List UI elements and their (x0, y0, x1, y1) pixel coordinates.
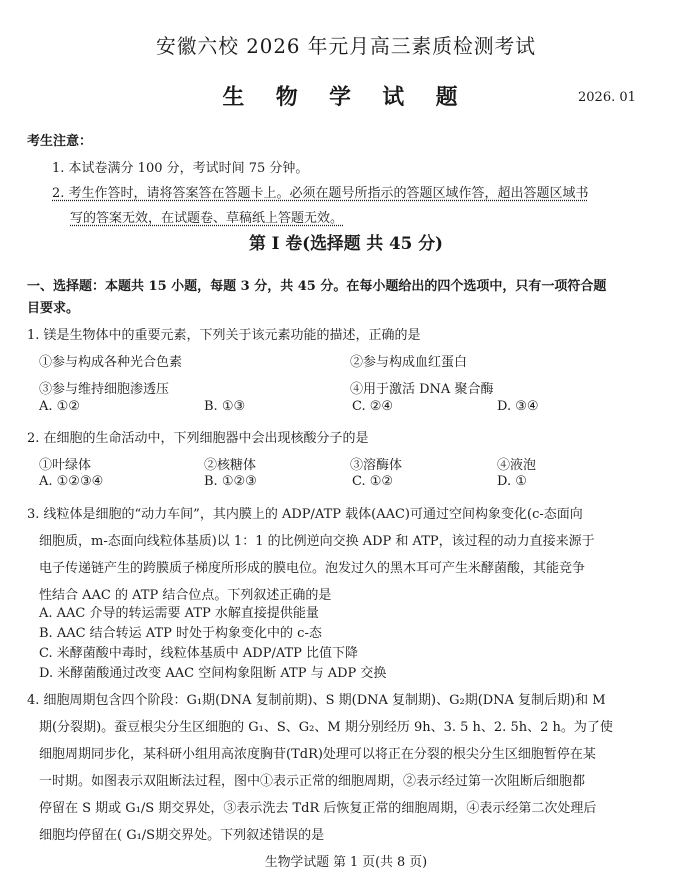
question-2-item-4: ④液泡 (497, 458, 537, 473)
question-4-stem-line-6: 细胞均停留在( G₁/S期交界处。下列叙述错误的是 (39, 828, 325, 843)
question-2-item-2: ②核糖体 (204, 458, 257, 473)
question-1-option-b: B. ①③ (204, 399, 246, 414)
question-2-option-b: B. ①②③ (204, 474, 257, 489)
question-1-option-a: A. ①② (39, 399, 80, 414)
exam-date: 2026. 01 (578, 90, 636, 105)
question-4-stem-line-5: 停留在 S 期或 G₁/S 期交界处，③表示洗去 TdR 后恢复正常的细胞周期，④表示经第二次处理后 (39, 801, 597, 816)
question-4-stem-line-3: 细胞周期同步化，某科研小组用高浓度胸苷(TdR)处理可以将正在分裂的根尖分生区细胞暂停在某 (39, 747, 596, 762)
question-1-item-3: ③参与维持细胞渗透压 (39, 382, 170, 397)
exam-title: 安徽六校 2026 年元月高三素质检测考试 (155, 35, 537, 58)
notice-item-1: 1. 本试卷满分 100 分，考试时间 75 分钟。 (52, 161, 309, 176)
question-2-item-3: ③溶酶体 (350, 458, 403, 473)
section-instruction-line-1: 一、选择题：本题共 15 小题，每题 3 分，共 45 分。在每小题给出的四个选项中，只有一项符合题 (27, 279, 607, 294)
question-3-stem-line-4: 性结合 AAC 的 ATP 结合位点。下列叙述正确的是 (39, 588, 332, 603)
subject-title: 生 物 学 试 题 (222, 85, 470, 110)
question-2-option-c: C. ①② (352, 474, 394, 489)
question-4-stem-line-1: 4. 细胞周期包含四个阶段：G₁期(DNA 复制前期)、S 期(DNA 复制期)、G₂期(DNA 复制后期)和 M (27, 693, 606, 708)
question-4-stem-line-2: 期(分裂期)。蚕豆根尖分生区细胞的 G₁、S、G₂、M 期分别经历 9h、3. 5 h、2. 5h、2 h。为了使 (39, 720, 613, 735)
question-1-option-d: D. ③④ (497, 399, 539, 414)
question-3-option-b: B. AAC 结合转运 ATP 时处于构象变化中的 c-态 (39, 626, 322, 641)
question-3-option-c: C. 米酵菌酸中毒时，线粒体基质中 ADP/ATP 比值下降 (39, 646, 359, 661)
notice-item-2-continued: 写的答案无效，在试题卷、草稿纸上答题无效。 (70, 211, 344, 226)
section-instruction-line-2: 目要求。 (27, 301, 80, 316)
question-1-stem: 1. 镁是生物体中的重要元素，下列关于该元素功能的描述，正确的是 (27, 328, 421, 343)
question-2-stem: 2. 在细胞的生命活动中，下列细胞器中会出现核酸分子的是 (27, 431, 369, 446)
section-title: 第 Ⅰ 卷(选择题 共 45 分) (249, 233, 443, 253)
notice-title: 考生注意： (27, 134, 93, 149)
question-3-option-d: D. 米酵菌酸通过改变 AAC 空间构象阻断 ATP 与 ADP 交换 (39, 666, 387, 681)
question-2-option-d: D. ① (497, 474, 527, 489)
question-1-item-1: ①参与构成各种光合色素 (39, 355, 183, 370)
question-3-option-a: A. AAC 介导的转运需要 ATP 水解直接提供能量 (39, 606, 319, 621)
question-3-stem-line-3: 电子传递链产生的跨膜质子梯度所形成的膜电位。泡发过久的黑木耳可产生米酵菌酸，其能竞争 (39, 561, 586, 576)
question-2-option-a: A. ①②③④ (39, 474, 104, 489)
page-footer: 生物学试题 第 1 页(共 8 页) (264, 855, 428, 870)
question-1-option-c: C. ②④ (352, 399, 394, 414)
question-3-stem-line-1: 3. 线粒体是细胞的“动力车间”，其内膜上的 ADP/ATP 载体(AAC)可通过空间构象变化(c-态面向 (27, 507, 583, 522)
question-1-item-2: ②参与构成血红蛋白 (350, 355, 468, 370)
question-4-stem-line-4: 一时期。如图表示双阻断法过程，图中①表示正常的细胞周期，②表示经过第一次阻断后细胞都 (39, 774, 586, 789)
notice-item-2: 2. 考生作答时，请将答案答在答题卡上。必须在题号所指示的答题区域作答，超出答题区域书 (52, 186, 589, 201)
question-1-item-4: ④用于激活 DNA 聚合酶 (350, 382, 494, 397)
question-3-stem-line-2: 细胞质，m-态面向线粒体基质)以 1：1 的比例逆向交换 ADP 和 ATP，该过程的动力直接来源于 (39, 534, 595, 549)
question-2-item-1: ①叶绿体 (39, 458, 92, 473)
